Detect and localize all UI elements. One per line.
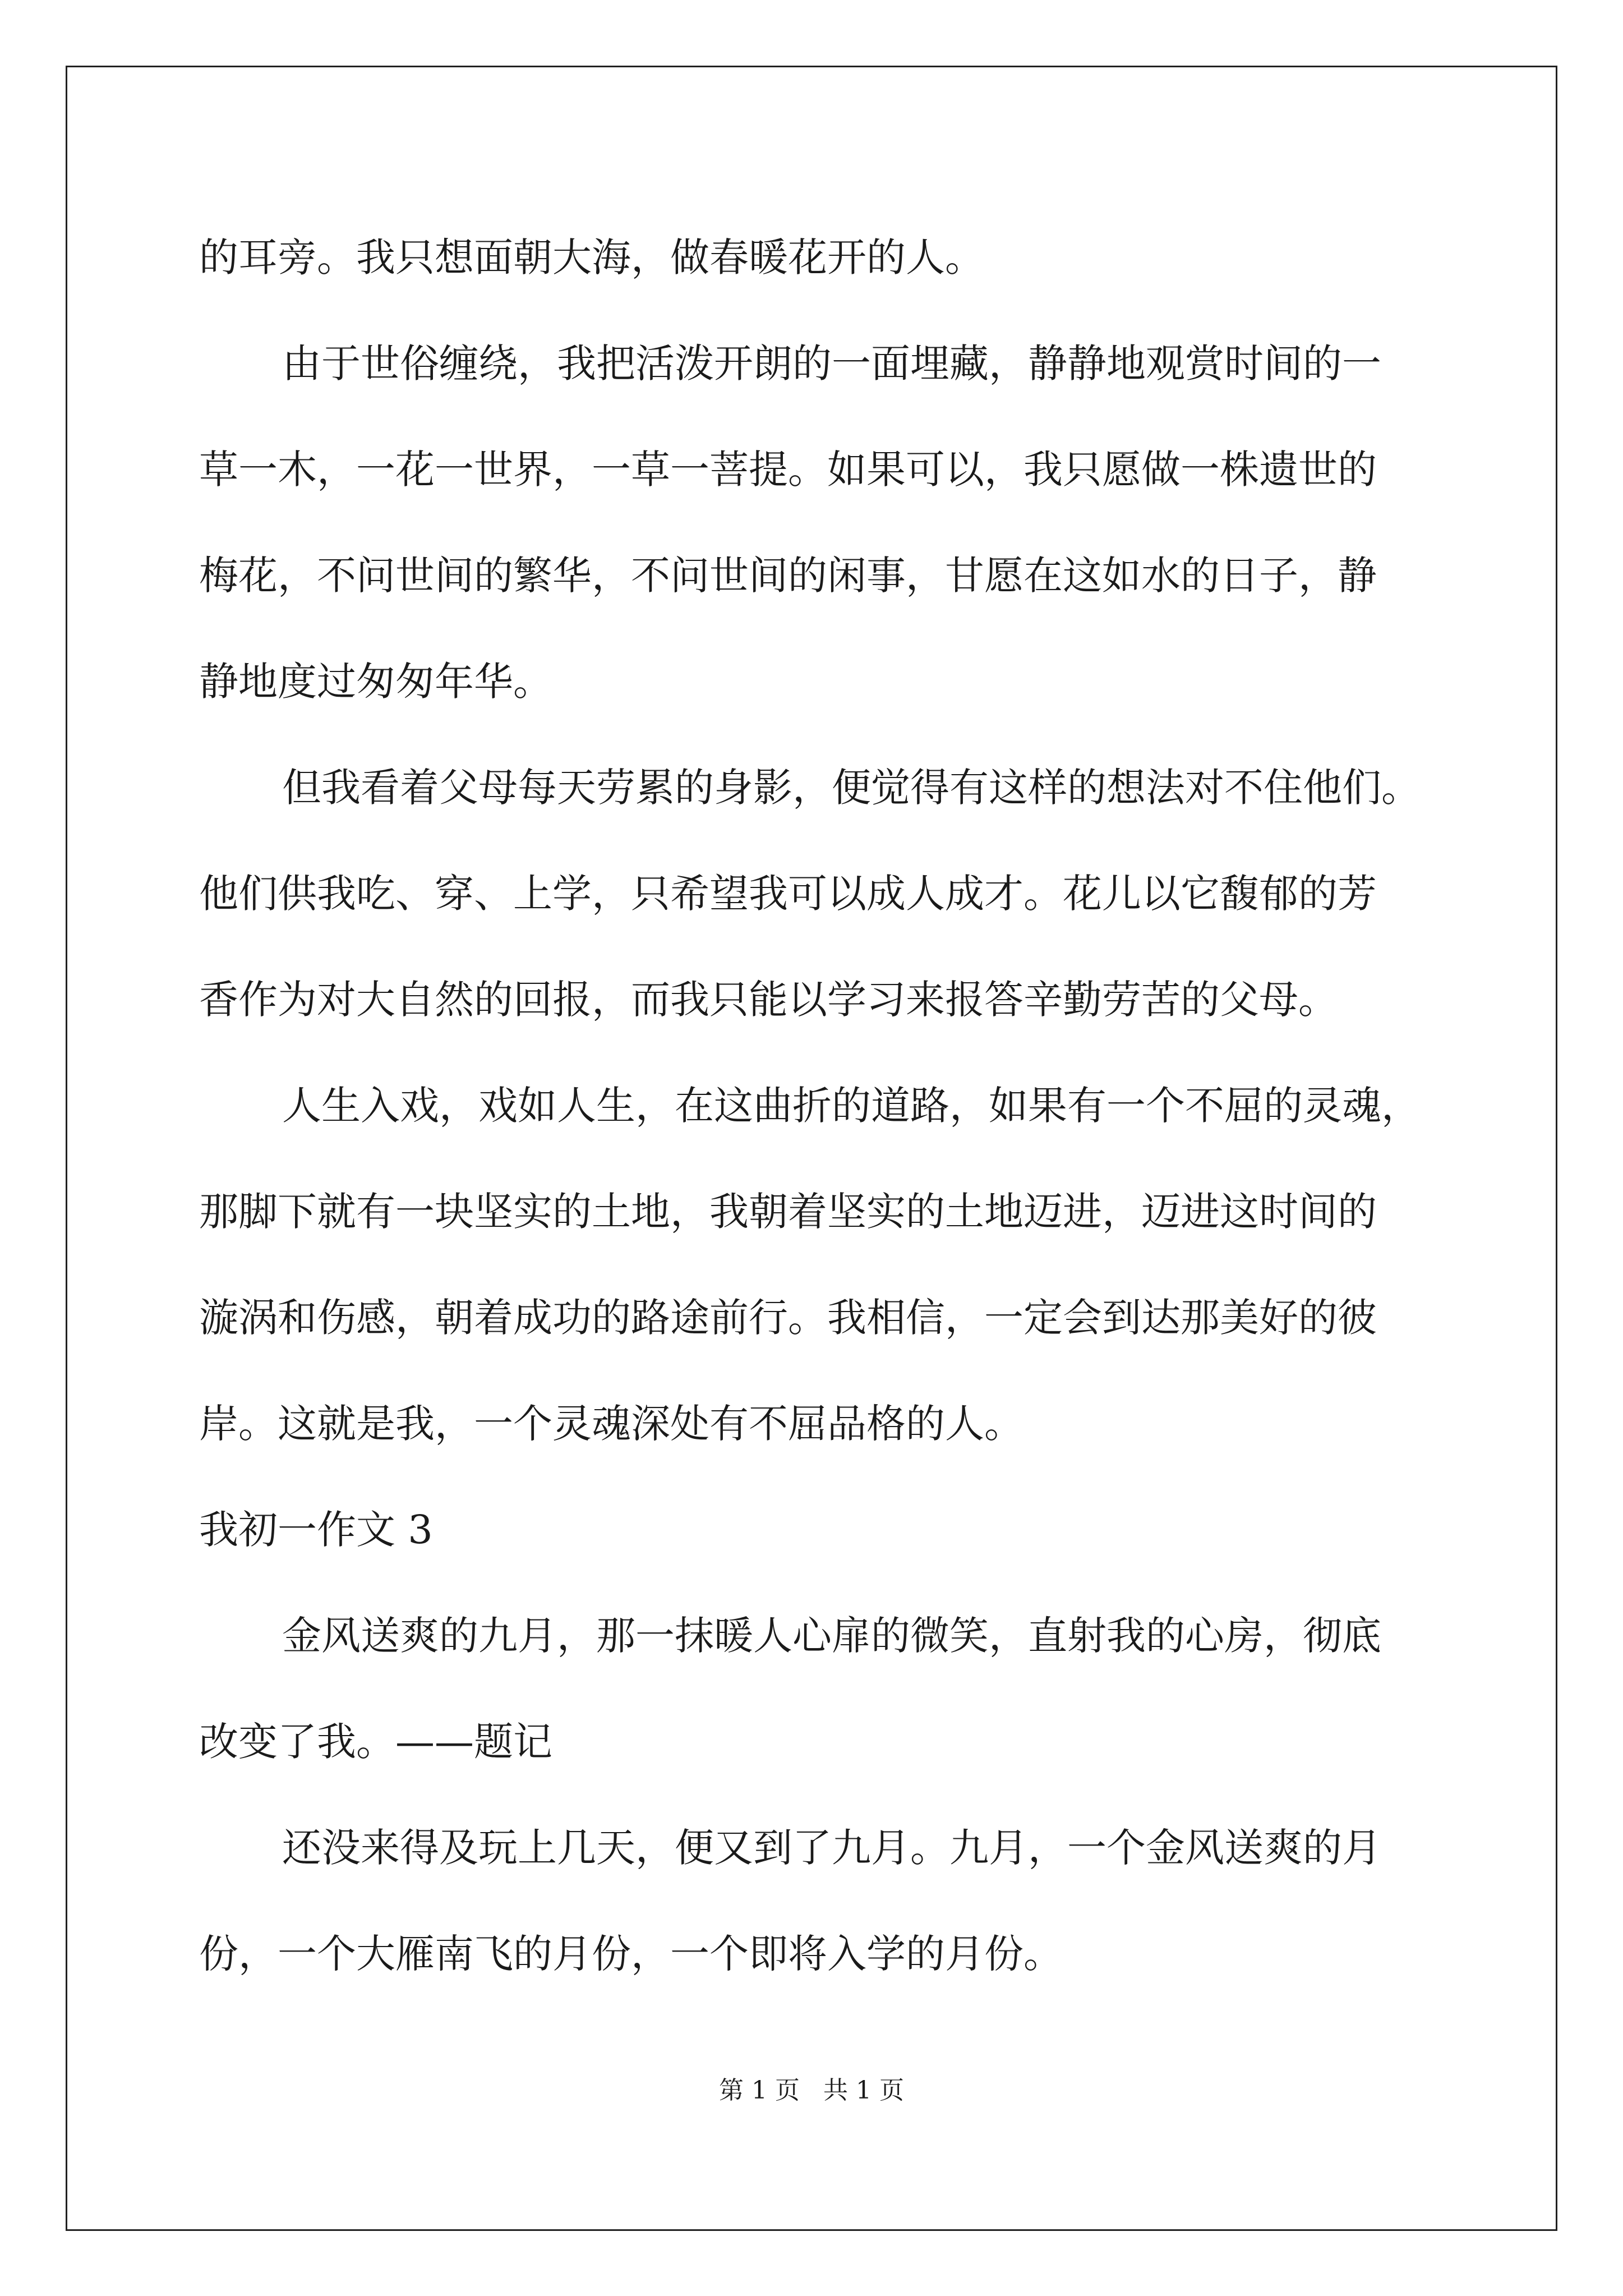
paragraph-line: 人生入戏，戏如人生，在这曲折的道路，如果有一个不屈的灵魂， [282,1083,1421,1129]
section-heading: 我初一作文 3 [199,1507,433,1553]
paragraph-line: 梅花，不问世间的繁华，不问世间的闲事，甘愿在这如水的日子，静 [199,553,1377,599]
page-footer [0,2070,1623,2106]
paragraph-line: 的耳旁。我只想面朝大海，做春暖花开的人。 [199,234,984,280]
paragraph-line: 改变了我。——题记 [199,1719,552,1765]
paragraph-line: 还没来得及玩上几天，便又到了九月。九月，一个金风送爽的月 [282,1825,1381,1871]
paragraph-line: 份，一个大雁南飞的月份，一个即将入学的月份。 [199,1931,1063,1977]
paragraph-line: 但我看着父母每天劳累的身影，便觉得有这样的想法对不住他们。 [282,765,1421,811]
paragraph-line: 漩涡和伤感，朝着成功的路途前行。我相信，一定会到达那美好的彼 [199,1295,1377,1341]
paragraph-line: 他们供我吃、穿、上学，只希望我可以成人成才。花儿以它馥郁的芳 [199,871,1377,917]
paragraph-line: 由于世俗缠绕，我把活泼开朗的一面埋藏，静静地观赏时间的一 [282,341,1381,386]
page-number: 第 1 页 共 1 页 [719,2076,904,2105]
paragraph-line: 岸。这就是我，一个灵魂深处有不屈品格的人。 [199,1401,1023,1447]
paragraph-line: 金风送爽的九月，那一抹暖人心扉的微笑，直射我的心房，彻底 [282,1613,1381,1659]
document-body [199,205,1433,2007]
paragraph-line: 香作为对大自然的回报，而我只能以学习来报答辛勤劳苦的父母。 [199,977,1338,1023]
paragraph-line: 草一木，一花一世界，一草一菩提。如果可以，我只愿做一株遗世的 [199,447,1377,493]
paragraph-line: 静地度过匆匆年华。 [199,659,552,705]
paragraph-line: 那脚下就有一块坚实的土地，我朝着坚实的土地迈进，迈进这时间的 [199,1189,1377,1235]
